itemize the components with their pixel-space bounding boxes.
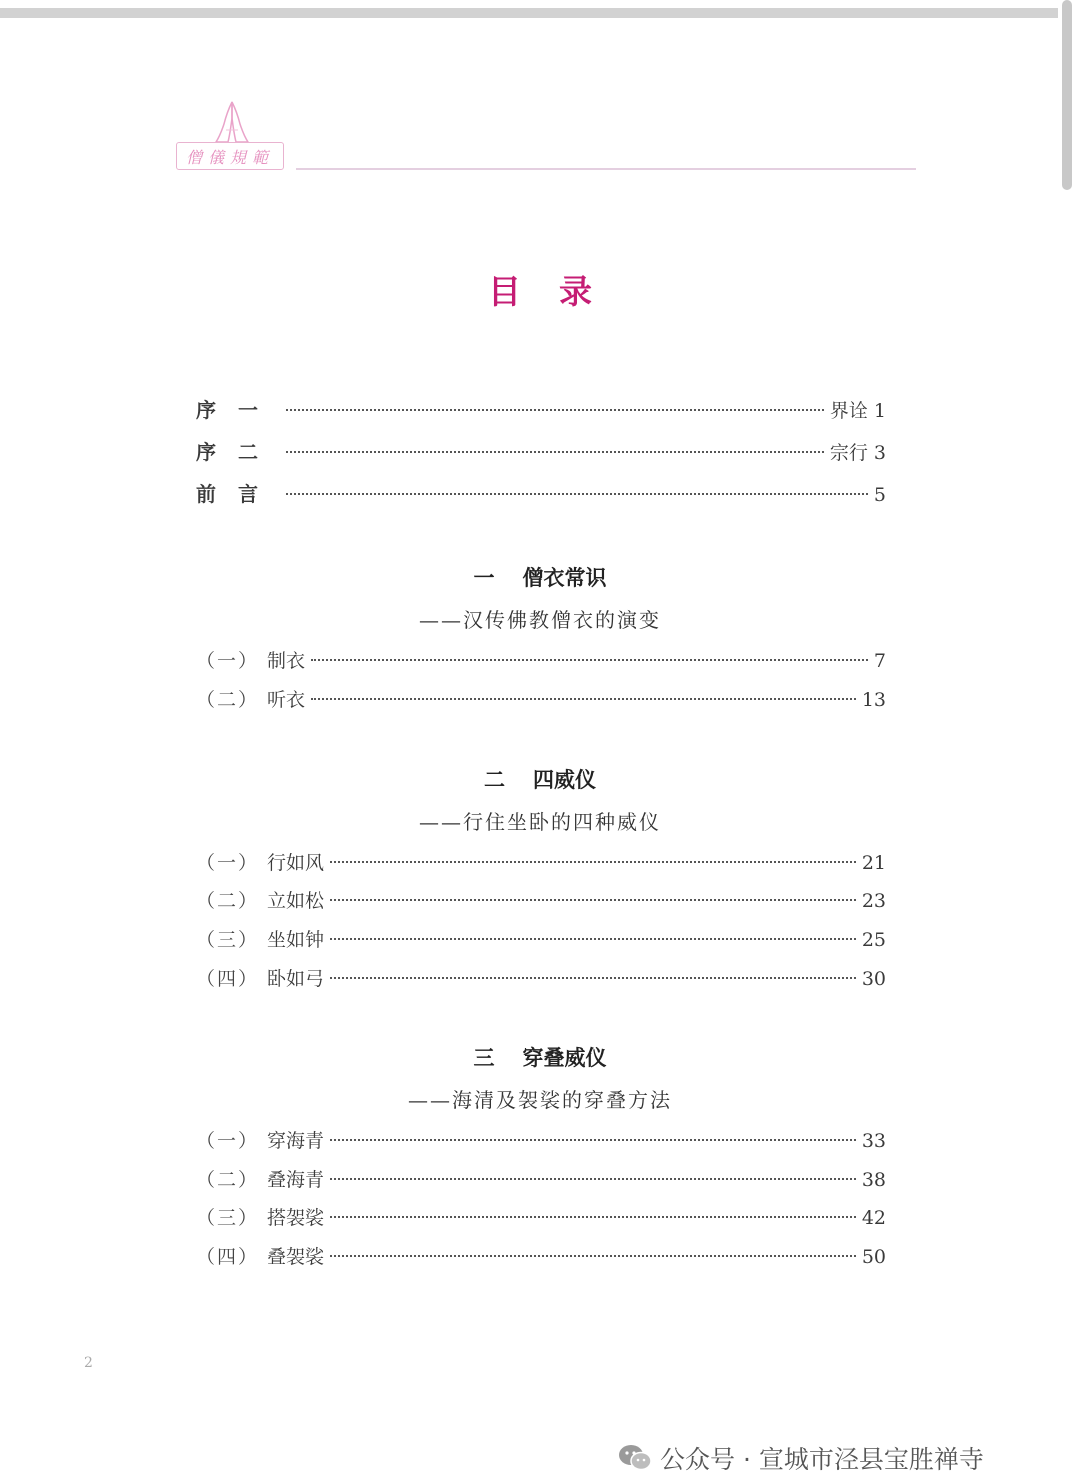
dot-leader (286, 409, 824, 411)
book-series-logo (170, 100, 292, 176)
section-title-text: 穿叠威仪 (522, 1046, 607, 1070)
toc-entry[interactable] (196, 646, 886, 674)
scrollbar-track[interactable] (1058, 0, 1080, 1472)
toc-entry-label: 听衣 (267, 689, 306, 711)
toc-entry-label: 坐如钟 (267, 929, 325, 951)
toc-entry-page: 界诠 1 (829, 400, 886, 422)
toc-entry-label: 制衣 (267, 650, 306, 672)
dot-leader (286, 493, 868, 495)
toc-entry-label: 前言 (196, 482, 280, 506)
praying-hands-icon (212, 100, 252, 144)
section-subtitle: ——行住坐卧的四种威仪 (419, 810, 661, 834)
toc-entry-page: 宗行 3 (829, 442, 886, 464)
toc-entry-page: 7 (873, 650, 886, 672)
toc-entry-index: （一） (196, 650, 260, 672)
section-title[interactable] (0, 562, 1080, 592)
toc-entry-page: 30 (861, 968, 886, 990)
toc-entry-index: （一） (196, 852, 260, 874)
wechat-icon (618, 1444, 652, 1472)
section-title[interactable] (0, 764, 1080, 794)
toc-entry[interactable] (196, 848, 886, 876)
toc-entry-label: 序二 (196, 440, 280, 464)
toc-entry-foreword[interactable] (196, 478, 886, 506)
dot-leader (330, 861, 856, 863)
toc-entry-page: 38 (861, 1169, 886, 1191)
toc-entry-preface-2[interactable] (196, 436, 886, 464)
dot-leader (330, 899, 856, 901)
toc-entry[interactable] (196, 1126, 886, 1154)
toc-entry-page: 13 (861, 689, 886, 711)
scrollbar-thumb[interactable] (1062, 0, 1072, 190)
toc-entry-index: （三） (196, 1207, 260, 1229)
toc-entry[interactable] (196, 925, 886, 953)
toc-entry-label: 行如风 (267, 852, 325, 874)
toc-entry-label: 叠海青 (267, 1169, 325, 1191)
logo-text: 僧儀規範 (176, 142, 284, 170)
dot-leader (311, 659, 868, 661)
toc-entry-page: 23 (861, 890, 886, 912)
section-number: 三 (473, 1046, 495, 1070)
toc-entry[interactable] (196, 1242, 886, 1270)
toc-entry-label: 叠袈裟 (267, 1246, 325, 1268)
dot-leader (330, 1178, 856, 1180)
toc-entry-index: （四） (196, 1246, 260, 1268)
dot-leader (330, 1139, 856, 1141)
toc-entry-index: （二） (196, 890, 260, 912)
header-divider (296, 168, 916, 170)
toc-entry-label: 卧如弓 (267, 968, 325, 990)
dot-leader (330, 938, 856, 940)
top-bar (0, 8, 1060, 18)
toc-entry[interactable] (196, 1165, 886, 1193)
toc-entry-page: 33 (861, 1130, 886, 1152)
toc-entry[interactable] (196, 1203, 886, 1231)
section-title[interactable] (0, 1042, 1080, 1072)
section-title-text: 四威仪 (533, 768, 596, 792)
section-number: 一 (473, 566, 495, 590)
section-title-text: 僧衣常识 (522, 566, 607, 590)
toc-entry-label: 立如松 (267, 890, 325, 912)
toc-entry-page: 50 (861, 1246, 886, 1268)
section-number: 二 (484, 768, 505, 792)
toc-entry-label: 序一 (196, 398, 280, 422)
toc-entry-preface-1[interactable] (196, 394, 886, 422)
section-subtitle: ——海清及袈裟的穿叠方法 (408, 1088, 672, 1112)
toc-entry[interactable] (196, 886, 886, 914)
toc-entry[interactable] (196, 964, 886, 992)
toc-entry-index: （一） (196, 1130, 260, 1152)
toc-entry-page: 42 (861, 1207, 886, 1229)
toc-entry-index: （二） (196, 689, 260, 711)
toc-entry[interactable] (196, 685, 886, 713)
wechat-watermark (618, 1438, 984, 1478)
dot-leader (311, 698, 856, 700)
toc-entry-page: 21 (861, 852, 886, 874)
dot-leader (330, 1216, 856, 1218)
watermark-text: 公众号 · 宣城市泾县宝胜禅寺 (660, 1445, 984, 1474)
toc-entry-label: 搭袈裟 (267, 1207, 325, 1229)
section-subtitle: ——汉传佛教僧衣的演变 (419, 608, 661, 632)
toc-entry-index: （二） (196, 1169, 260, 1191)
dot-leader (330, 1255, 856, 1257)
toc-entry-label: 穿海青 (267, 1130, 325, 1152)
dot-leader (330, 977, 856, 979)
toc-entry-page: 25 (861, 929, 886, 951)
toc-entry-page: 5 (873, 484, 886, 506)
toc-entry-index: （三） (196, 929, 260, 951)
toc-entry-index: （四） (196, 968, 260, 990)
dot-leader (286, 451, 824, 453)
page-title: 目录 (488, 272, 630, 311)
page-number: 2 (84, 1355, 93, 1371)
